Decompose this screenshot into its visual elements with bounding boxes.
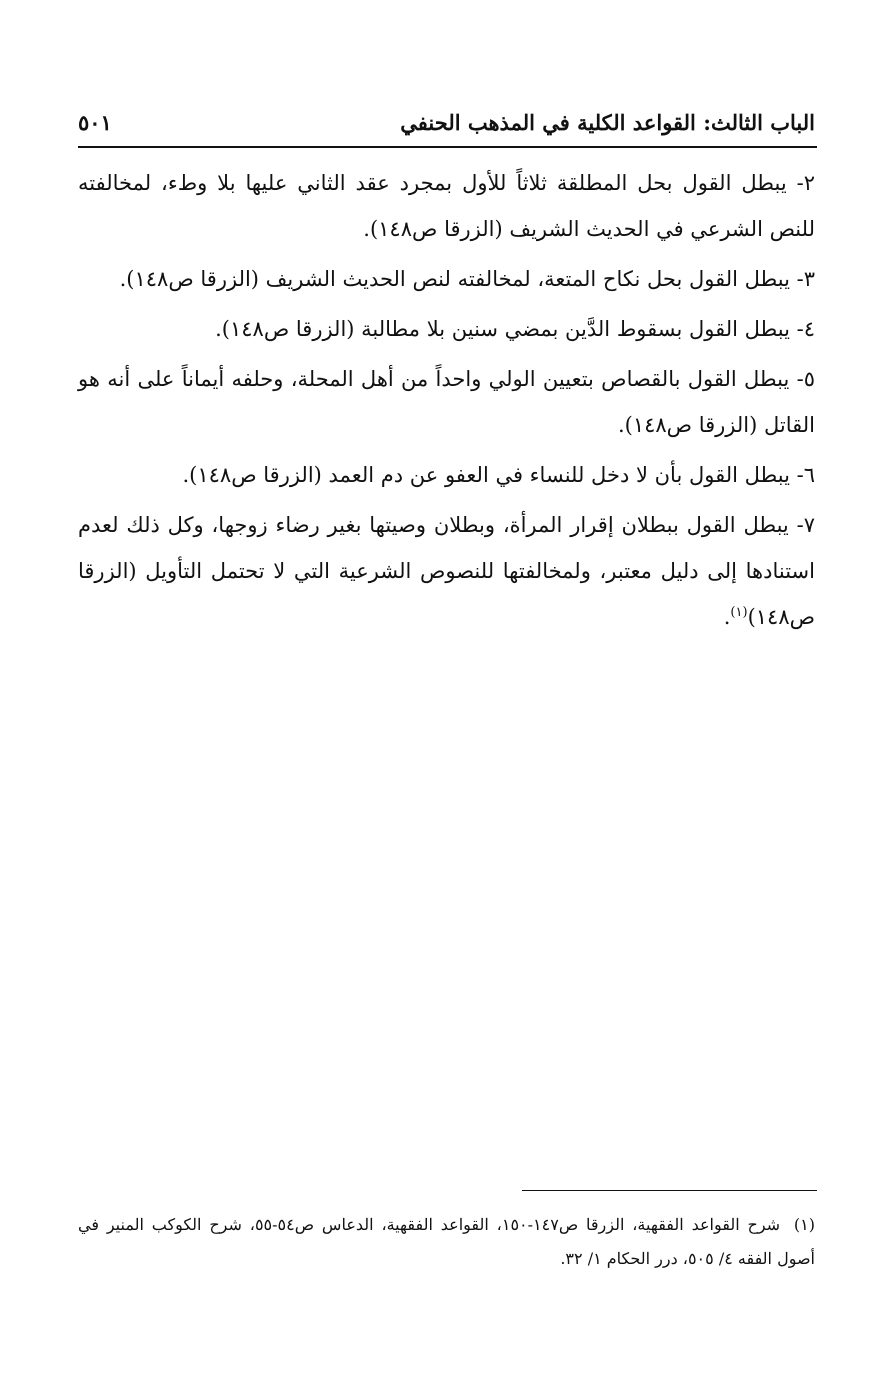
- footnote-reference[interactable]: (١): [730, 605, 748, 620]
- list-item: [78, 306, 815, 352]
- item-number: ٥-: [796, 367, 815, 391]
- footnote-text: شرح القواعد الفقهية، الزرقا ص١٤٧-١٥٠، القواعد الفقهية، الدعاس ص٥٤-٥٥، شرح الكوكب المنير في أصول الفقه ٤/ ٥٠٥، درر الحكام ١/ ٣٢.: [78, 1215, 815, 1268]
- item-number: ٢-: [796, 171, 815, 195]
- header-rule: [78, 146, 817, 148]
- item-number: ٧-: [796, 513, 815, 537]
- page-number: ٥٠١: [78, 110, 112, 135]
- item-number: ٣-: [796, 267, 815, 291]
- running-title: الباب الثالث: القواعد الكلية في المذهب الحنفي: [400, 110, 815, 135]
- body-text: [78, 160, 815, 644]
- footnote: [78, 1208, 815, 1276]
- list-item: [78, 256, 815, 302]
- item-text: يبطل القول بحل المطلقة ثلاثاً للأول بمجرد عقد الثاني عليها بلا وطء، لمخالفته للنص الشرعي في الحديث الشريف (الزرقا ص١٤٨).: [78, 171, 815, 241]
- item-end-punctuation: .: [723, 605, 731, 629]
- item-text: يبطل القول بأن لا دخل للنساء في العفو عن دم العمد (الزرقا ص١٤٨).: [182, 463, 790, 487]
- footnotes: [78, 1208, 815, 1276]
- item-text: يبطل القول بحل نكاح المتعة، لمخالفته لنص الحديث الشريف (الزرقا ص١٤٨).: [119, 267, 790, 291]
- item-text: يبطل القول ببطلان إقرار المرأة، وبطلان وصيتها بغير رضاء زوجها، وكل ذلك لعدم استنادها إلى دليل معتبر، ولمخالفتها للنصوص الشرعية التي لا تحتمل التأويل (الزرقا ص١٤٨): [78, 513, 815, 629]
- item-number: ٤-: [796, 317, 815, 341]
- item-number: ٦-: [796, 463, 815, 487]
- list-item: [78, 452, 815, 498]
- footnote-rule: [522, 1190, 817, 1191]
- list-item: [78, 356, 815, 448]
- item-text: يبطل القول بالقصاص بتعيين الولي واحداً من أهل المحلة، وحلفه أيماناً على أنه هو القاتل (الزرقا ص١٤٨).: [78, 367, 815, 437]
- footnote-mark: (١): [793, 1215, 816, 1234]
- list-item: [78, 502, 815, 640]
- page-header: [78, 108, 815, 144]
- list-item: [78, 160, 815, 252]
- item-text: يبطل القول بسقوط الدَّين بمضي سنين بلا مطالبة (الزرقا ص١٤٨).: [215, 317, 790, 341]
